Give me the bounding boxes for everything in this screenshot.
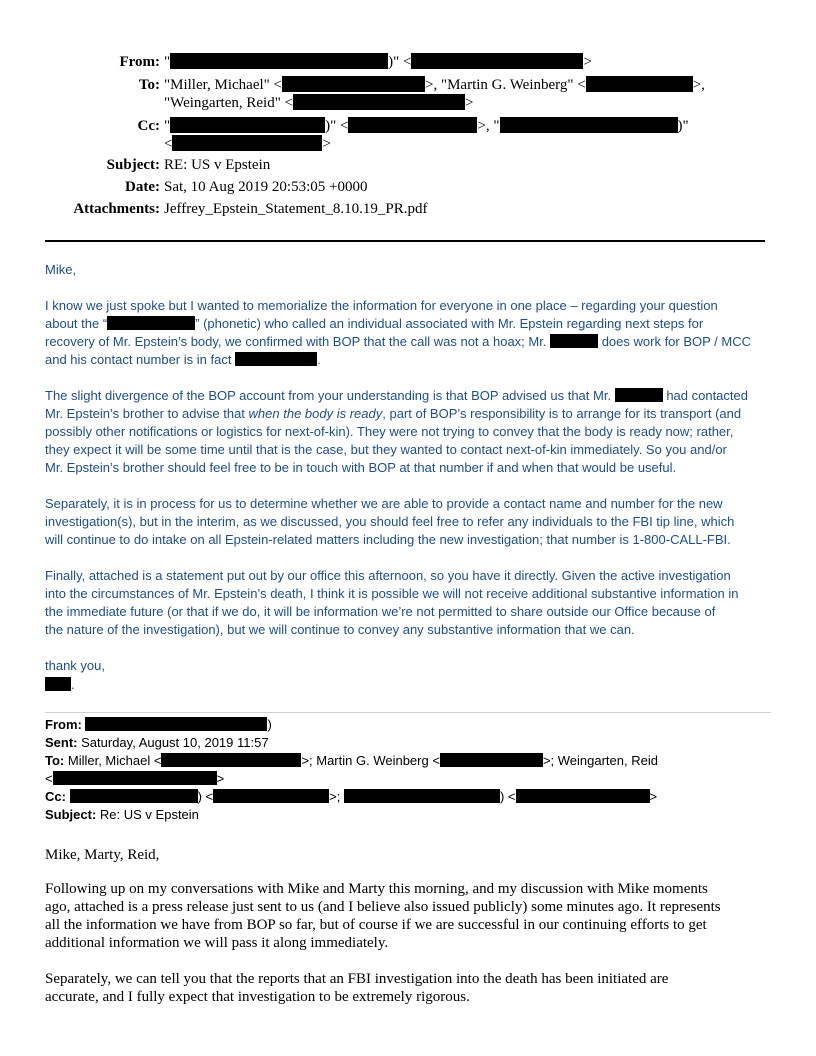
header-date-row xyxy=(0,178,816,196)
reply-p2-line: Mr. Epstein’s brother should feel free to be in touch with BOP at that number if and when that would be useful. xyxy=(45,460,677,475)
reply-p4-line: the nature of the investigation), but we will continue to convey any substantive information that we can. xyxy=(45,622,635,637)
reply-p4-line: Finally, attached is a statement put out by our office this afternoon, so you have it directly. Given the active investigation xyxy=(45,568,731,583)
redaction-box xyxy=(500,117,678,133)
attachment-link[interactable]: Jeffrey_Epstein_Statement_8.10.19_PR.pdf xyxy=(164,201,428,217)
reply-p1-line: about the “ ” (phonetic) who called an individual associated with Mr. Epstein regarding next steps for xyxy=(45,316,704,331)
quoted-to-row: To: Miller, Michael < >; Martin G. Weinberg < >; Weingarten, Reid xyxy=(45,753,658,768)
reply-p2-line: The slight divergence of the BOP account from your understanding is that BOP advised us that Mr. had contacted xyxy=(45,388,748,403)
header-from-row xyxy=(0,53,816,71)
from-label: From: xyxy=(119,54,160,70)
redaction-box xyxy=(170,117,325,133)
header-cc-row xyxy=(0,117,816,135)
header-to-row-2 xyxy=(0,94,816,112)
redaction-box xyxy=(235,352,317,366)
reply-p3-line: investigation(s), but in the interim, as we discussed, you should feel free to refer any individuals to the FBI tip line, which xyxy=(45,514,735,529)
cc-value-cont: < > xyxy=(164,136,331,152)
cc-label: Cc: xyxy=(137,118,160,134)
redaction-box xyxy=(516,789,650,803)
redaction-box xyxy=(440,753,543,767)
original-p1-line: additional information we will pass it along immediately. xyxy=(45,935,389,951)
quote-separator xyxy=(45,712,771,713)
redaction-box xyxy=(53,771,217,785)
redaction-box xyxy=(615,388,663,402)
redaction-box xyxy=(107,316,195,330)
redaction-box xyxy=(586,76,693,92)
original-p2-line: accurate, and I fully expect that investigation to be extremely rigorous. xyxy=(45,989,470,1005)
reply-p3-line: Separately, it is in process for us to determine whether we are able to provide a contact name and number for the new xyxy=(45,496,723,511)
attachments-label: Attachments: xyxy=(73,201,160,217)
redaction-box xyxy=(344,789,500,803)
date-label: Date: xyxy=(125,179,160,195)
reply-greeting: Mike, xyxy=(45,262,77,277)
reply-closing: thank you, xyxy=(45,658,105,673)
redaction-box xyxy=(213,789,329,803)
reply-p1-line: and his contact number is in fact . xyxy=(45,352,321,367)
redaction-box xyxy=(282,76,425,92)
header-to-row xyxy=(0,76,816,94)
quoted-to-row-2: < > xyxy=(45,771,225,786)
subject-value: RE: US v Epstein xyxy=(164,157,271,173)
reply-p3-line: will continue to do intake on all Epstein-related matters including the new investigation; that number is 1-800-CALL-FBI. xyxy=(45,532,731,547)
quoted-cc-row: Cc: ) < >; ) < > xyxy=(45,789,658,804)
cc-value: " )" < >, " )" xyxy=(164,118,689,134)
redaction-box xyxy=(170,53,388,69)
redaction-box xyxy=(293,94,465,110)
reply-p4-line: into the circumstances of Mr. Epstein’s death, I think it is possible we will not receive additional substantive information in xyxy=(45,586,739,601)
redaction-box xyxy=(172,135,322,151)
reply-p4-line: the immediate future (or that if we do, it will be information we’re not permitted to share outside our Office because of xyxy=(45,604,716,619)
header-attachments-row xyxy=(0,200,816,218)
to-value: "Miller, Michael" < >, "Martin G. Weinberg" < >, xyxy=(164,77,705,93)
original-p1-line: Following up on my conversations with Mike and Marty this morning, and my discussion with Mike moments xyxy=(45,881,708,897)
header-cc-row-2 xyxy=(0,135,816,153)
header-subject-row xyxy=(0,156,816,174)
quoted-from-row: From: ) xyxy=(45,717,272,732)
redaction-box xyxy=(550,334,598,348)
redaction-box xyxy=(70,789,198,803)
reply-p2-line: possibly other notifications or logistics for next-of-kin). They were not trying to convey that the body is ready now; rather, xyxy=(45,424,734,439)
reply-p2-line: Mr. Epstein’s brother to advise that when the body is ready, part of BOP’s responsibility is to arrange for its transport (and xyxy=(45,406,742,421)
date-value: Sat, 10 Aug 2019 20:53:05 +0000 xyxy=(164,179,368,195)
redaction-box xyxy=(161,753,301,767)
from-value: " )" < > xyxy=(164,54,592,70)
original-p1-line: all the information we have from BOP so far, but of course if we are successful in our continuing efforts to get xyxy=(45,917,707,933)
original-p1-line: ago, attached is a press release just sent to us (and I believe also issued publicly) some minutes ago. It represents xyxy=(45,899,721,915)
reply-signature: . xyxy=(45,676,75,694)
reply-p1-line: recovery of Mr. Epstein’s body, we confirmed with BOP that the call was not a hoax; Mr. does work for BOP / MCC xyxy=(45,334,752,349)
redaction-box xyxy=(85,717,267,731)
header-divider xyxy=(45,240,765,242)
reply-p1-line: I know we just spoke but I wanted to memorialize the information for everyone in one place – regarding your question xyxy=(45,298,718,313)
reply-p2-line: they expect it will be some time until that is the case, but they wanted to contact next-of-kin immediately. So you and/or xyxy=(45,442,727,457)
redaction-box xyxy=(411,53,583,69)
to-label: To: xyxy=(138,77,160,93)
original-p2-line: Separately, we can tell you that the reports that an FBI investigation into the death has been initiated are xyxy=(45,971,669,987)
redaction-box xyxy=(45,677,71,691)
quoted-sent-row: Sent: Saturday, August 10, 2019 11:57 xyxy=(45,735,269,750)
quoted-subject-row: Subject: Re: US v Epstein xyxy=(45,807,199,822)
redaction-box xyxy=(348,117,477,133)
subject-label: Subject: xyxy=(106,157,160,173)
to-value-cont: "Weingarten, Reid" < > xyxy=(164,95,474,111)
original-greeting: Mike, Marty, Reid, xyxy=(45,847,160,863)
